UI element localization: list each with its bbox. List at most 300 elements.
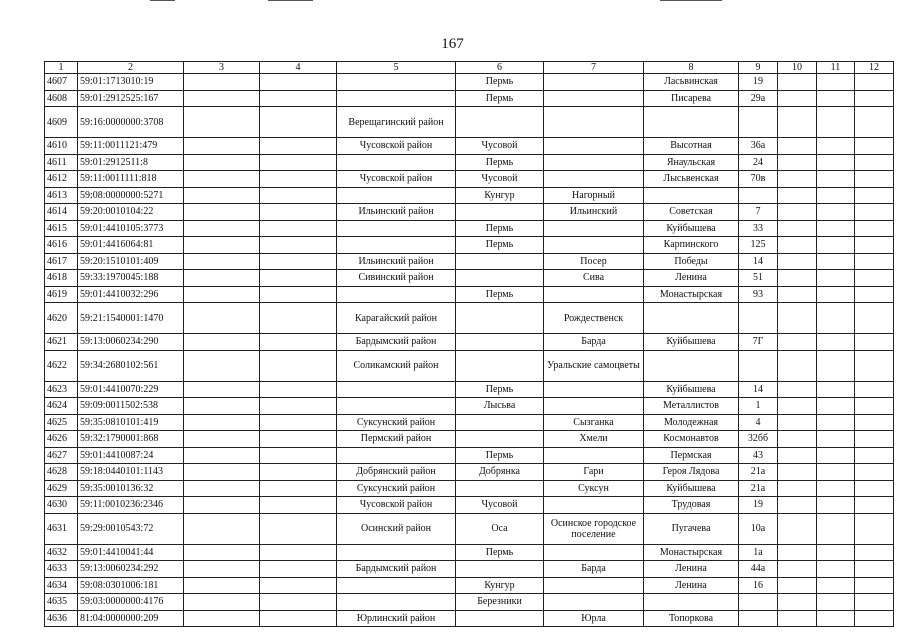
cadastral-number-cell: 59:01:2912525:167 (78, 90, 184, 107)
cadastral-number-cell: 59:01:4410041:44 (78, 544, 184, 561)
settlement-cell (544, 154, 644, 171)
col-12-cell (855, 90, 894, 107)
settlement-cell: Сызганка (544, 414, 644, 431)
settlement-cell (544, 138, 644, 155)
col-11-cell (817, 171, 855, 188)
col-4-cell (260, 237, 337, 254)
district-cell (337, 220, 456, 237)
city-cell: Пермь (456, 286, 544, 303)
col-4-cell (260, 334, 337, 351)
district-cell: Бардымский район (337, 561, 456, 578)
col-3-cell (184, 107, 260, 138)
street-cell: Пугачева (644, 513, 739, 544)
row-number-cell: 4623 (45, 381, 78, 398)
settlement-cell: Нагорный (544, 187, 644, 204)
cadastral-number-cell: 59:11:0011121:479 (78, 138, 184, 155)
cadastral-number-cell: 59:01:1713010:19 (78, 74, 184, 91)
street-cell (644, 594, 739, 611)
col-3-cell (184, 464, 260, 481)
street-cell: Космонавтов (644, 431, 739, 448)
cadastral-number-cell: 59:09:0011502:538 (78, 398, 184, 415)
settlement-cell: Посер (544, 253, 644, 270)
col-3-cell (184, 497, 260, 514)
column-header: 8 (644, 62, 739, 74)
district-cell: Суксунский район (337, 480, 456, 497)
col-4-cell (260, 480, 337, 497)
col-3-cell (184, 447, 260, 464)
street-cell: Ласьвинская (644, 74, 739, 91)
col-3-cell (184, 270, 260, 287)
col-12-cell (855, 350, 894, 381)
street-cell: Писарева (644, 90, 739, 107)
col-11-cell (817, 138, 855, 155)
col-10-cell (778, 138, 817, 155)
district-cell (337, 577, 456, 594)
col-3-cell (184, 480, 260, 497)
table-row (45, 447, 894, 464)
col-3-cell (184, 303, 260, 334)
district-cell (337, 286, 456, 303)
house-number-cell: 93 (739, 286, 778, 303)
cadastral-number-cell: 59:13:0060234:292 (78, 561, 184, 578)
col-3-cell (184, 138, 260, 155)
col-12-cell (855, 286, 894, 303)
col-12-cell (855, 303, 894, 334)
city-cell (456, 414, 544, 431)
col-11-cell (817, 74, 855, 91)
city-cell: Чусовой (456, 497, 544, 514)
district-cell (337, 187, 456, 204)
table-row (45, 610, 894, 627)
street-cell: Куйбышева (644, 220, 739, 237)
city-cell (456, 107, 544, 138)
col-12-cell (855, 220, 894, 237)
street-cell: Советская (644, 204, 739, 221)
city-cell (456, 303, 544, 334)
cadastral-number-cell: 59:11:0010236:2346 (78, 497, 184, 514)
street-cell: Металлистов (644, 398, 739, 415)
district-cell: Чусовской район (337, 138, 456, 155)
house-number-cell: 125 (739, 237, 778, 254)
col-10-cell (778, 303, 817, 334)
street-cell: Ленина (644, 577, 739, 594)
row-number-cell: 4622 (45, 350, 78, 381)
col-11-cell (817, 447, 855, 464)
city-cell: Пермь (456, 447, 544, 464)
row-number-cell: 4628 (45, 464, 78, 481)
col-10-cell (778, 414, 817, 431)
table-row (45, 237, 894, 254)
table-row (45, 334, 894, 351)
settlement-cell (544, 398, 644, 415)
settlement-cell (544, 594, 644, 611)
street-cell: Топоркова (644, 610, 739, 627)
district-cell: Юрлинский район (337, 610, 456, 627)
col-10-cell (778, 253, 817, 270)
registry-body (45, 74, 894, 627)
row-number-cell: 4630 (45, 497, 78, 514)
table-row (45, 594, 894, 611)
district-cell (337, 594, 456, 611)
row-number-cell: 4620 (45, 303, 78, 334)
col-10-cell (778, 270, 817, 287)
col-12-cell (855, 594, 894, 611)
street-cell (644, 107, 739, 138)
col-12-cell (855, 480, 894, 497)
row-number-cell: 4607 (45, 74, 78, 91)
row-number-cell: 4632 (45, 544, 78, 561)
col-4-cell (260, 447, 337, 464)
city-cell: Пермь (456, 90, 544, 107)
cadastral-number-cell: 59:32:1790001:868 (78, 431, 184, 448)
registry-table (44, 61, 894, 627)
col-4-cell (260, 270, 337, 287)
col-11-cell (817, 90, 855, 107)
col-10-cell (778, 334, 817, 351)
district-cell: Сивинский район (337, 270, 456, 287)
col-3-cell (184, 561, 260, 578)
row-number-cell: 4633 (45, 561, 78, 578)
settlement-cell: Барда (544, 561, 644, 578)
col-4-cell (260, 90, 337, 107)
col-3-cell (184, 286, 260, 303)
house-number-cell: 29а (739, 90, 778, 107)
settlement-cell (544, 90, 644, 107)
settlement-cell (544, 447, 644, 464)
col-12-cell (855, 154, 894, 171)
column-header: 9 (739, 62, 778, 74)
cadastral-number-cell: 59:21:1540001:1470 (78, 303, 184, 334)
cadastral-number-cell: 81:04:0000000:209 (78, 610, 184, 627)
cadastral-number-cell: 59:20:0010104:22 (78, 204, 184, 221)
col-10-cell (778, 577, 817, 594)
house-number-cell: 14 (739, 253, 778, 270)
settlement-cell (544, 107, 644, 138)
col-3-cell (184, 431, 260, 448)
street-cell: Ленина (644, 561, 739, 578)
col-4-cell (260, 286, 337, 303)
row-number-cell: 4634 (45, 577, 78, 594)
street-cell: Ленина (644, 270, 739, 287)
col-12-cell (855, 334, 894, 351)
table-row (45, 154, 894, 171)
col-10-cell (778, 464, 817, 481)
row-number-cell: 4625 (45, 414, 78, 431)
district-cell (337, 154, 456, 171)
col-10-cell (778, 90, 817, 107)
district-cell (337, 398, 456, 415)
row-number-cell: 4614 (45, 204, 78, 221)
house-number-cell (739, 187, 778, 204)
col-11-cell (817, 237, 855, 254)
col-10-cell (778, 497, 817, 514)
col-12-cell (855, 204, 894, 221)
col-4-cell (260, 464, 337, 481)
district-cell: Верещагинский район (337, 107, 456, 138)
col-10-cell (778, 480, 817, 497)
house-number-cell: 36а (739, 138, 778, 155)
city-cell (456, 610, 544, 627)
col-12-cell (855, 497, 894, 514)
row-number-cell: 4616 (45, 237, 78, 254)
street-cell: Монастырская (644, 544, 739, 561)
house-number-cell: 43 (739, 447, 778, 464)
table-row (45, 187, 894, 204)
table-row (45, 107, 894, 138)
district-cell: Добрянский район (337, 464, 456, 481)
cadastral-number-cell: 59:11:0011111:818 (78, 171, 184, 188)
table-row (45, 513, 894, 544)
district-cell (337, 544, 456, 561)
row-number-cell: 4617 (45, 253, 78, 270)
city-cell: Пермь (456, 544, 544, 561)
col-3-cell (184, 610, 260, 627)
city-cell: Лысьва (456, 398, 544, 415)
scan-edge-line-left (150, 0, 175, 1)
row-number-cell: 4627 (45, 447, 78, 464)
house-number-cell: 51 (739, 270, 778, 287)
row-number-cell: 4610 (45, 138, 78, 155)
table-row (45, 253, 894, 270)
city-cell: Кунгур (456, 577, 544, 594)
table-row (45, 544, 894, 561)
row-number-cell: 4621 (45, 334, 78, 351)
col-4-cell (260, 381, 337, 398)
table-row (45, 74, 894, 91)
col-10-cell (778, 447, 817, 464)
col-12-cell (855, 447, 894, 464)
col-3-cell (184, 334, 260, 351)
column-header: 4 (260, 62, 337, 74)
table-row (45, 270, 894, 287)
house-number-cell: 19 (739, 497, 778, 514)
table-row (45, 350, 894, 381)
house-number-cell: 16 (739, 577, 778, 594)
cadastral-number-cell: 59:13:0060234:290 (78, 334, 184, 351)
col-10-cell (778, 187, 817, 204)
cadastral-number-cell: 59:01:2912511:8 (78, 154, 184, 171)
col-3-cell (184, 414, 260, 431)
city-cell: Чусовой (456, 138, 544, 155)
col-4-cell (260, 187, 337, 204)
col-4-cell (260, 303, 337, 334)
col-11-cell (817, 350, 855, 381)
column-header: 12 (855, 62, 894, 74)
column-header: 6 (456, 62, 544, 74)
col-12-cell (855, 561, 894, 578)
district-cell: Суксунский район (337, 414, 456, 431)
row-number-cell: 4608 (45, 90, 78, 107)
row-number-cell: 4626 (45, 431, 78, 448)
col-4-cell (260, 138, 337, 155)
col-10-cell (778, 220, 817, 237)
col-4-cell (260, 610, 337, 627)
col-12-cell (855, 464, 894, 481)
col-10-cell (778, 513, 817, 544)
col-11-cell (817, 303, 855, 334)
cadastral-number-cell: 59:01:4410070:229 (78, 381, 184, 398)
street-cell: Героя Лядова (644, 464, 739, 481)
col-4-cell (260, 561, 337, 578)
settlement-cell: Уральские самоцветы (544, 350, 644, 381)
col-11-cell (817, 154, 855, 171)
city-cell (456, 253, 544, 270)
col-11-cell (817, 286, 855, 303)
row-number-cell: 4609 (45, 107, 78, 138)
col-10-cell (778, 107, 817, 138)
col-4-cell (260, 350, 337, 381)
city-cell (456, 204, 544, 221)
street-cell (644, 303, 739, 334)
city-cell (456, 480, 544, 497)
col-3-cell (184, 74, 260, 91)
col-11-cell (817, 253, 855, 270)
col-12-cell (855, 513, 894, 544)
settlement-cell: Осинское городское поселение (544, 513, 644, 544)
house-number-cell: 33 (739, 220, 778, 237)
col-10-cell (778, 431, 817, 448)
street-cell: Монастырская (644, 286, 739, 303)
col-3-cell (184, 204, 260, 221)
city-cell: Пермь (456, 154, 544, 171)
table-row (45, 480, 894, 497)
row-number-cell: 4619 (45, 286, 78, 303)
city-cell: Пермь (456, 381, 544, 398)
col-11-cell (817, 187, 855, 204)
row-number-cell: 4612 (45, 171, 78, 188)
street-cell: Высотная (644, 138, 739, 155)
district-cell: Ильинский район (337, 253, 456, 270)
house-number-cell (739, 350, 778, 381)
district-cell: Карагайский район (337, 303, 456, 334)
city-cell (456, 561, 544, 578)
col-4-cell (260, 594, 337, 611)
settlement-cell: Рождественск (544, 303, 644, 334)
settlement-cell (544, 497, 644, 514)
district-cell: Соликамский район (337, 350, 456, 381)
col-10-cell (778, 398, 817, 415)
col-4-cell (260, 107, 337, 138)
table-row (45, 497, 894, 514)
cadastral-number-cell: 59:01:4410032:296 (78, 286, 184, 303)
settlement-cell: Юрла (544, 610, 644, 627)
settlement-cell: Хмели (544, 431, 644, 448)
settlement-cell (544, 74, 644, 91)
col-12-cell (855, 171, 894, 188)
col-10-cell (778, 561, 817, 578)
col-11-cell (817, 561, 855, 578)
cadastral-number-cell: 59:03:0000000:4176 (78, 594, 184, 611)
col-11-cell (817, 431, 855, 448)
city-cell: Чусовой (456, 171, 544, 188)
table-row (45, 303, 894, 334)
street-cell (644, 350, 739, 381)
cadastral-number-cell: 59:35:0810101:419 (78, 414, 184, 431)
cadastral-number-cell: 59:20:1510101:409 (78, 253, 184, 270)
col-11-cell (817, 513, 855, 544)
house-number-cell: 24 (739, 154, 778, 171)
col-3-cell (184, 171, 260, 188)
row-number-cell: 4624 (45, 398, 78, 415)
settlement-cell: Гари (544, 464, 644, 481)
cadastral-number-cell: 59:08:0000000:5271 (78, 187, 184, 204)
col-11-cell (817, 497, 855, 514)
city-cell (456, 350, 544, 381)
col-12-cell (855, 414, 894, 431)
table-row (45, 577, 894, 594)
col-3-cell (184, 237, 260, 254)
city-cell: Березники (456, 594, 544, 611)
table-row (45, 464, 894, 481)
cadastral-number-cell: 59:08:0301006:181 (78, 577, 184, 594)
col-11-cell (817, 464, 855, 481)
column-header: 10 (778, 62, 817, 74)
col-10-cell (778, 350, 817, 381)
district-cell (337, 381, 456, 398)
cadastral-number-cell: 59:01:4410105:3773 (78, 220, 184, 237)
row-number-cell: 4611 (45, 154, 78, 171)
col-3-cell (184, 381, 260, 398)
col-3-cell (184, 398, 260, 415)
col-3-cell (184, 350, 260, 381)
table-row (45, 431, 894, 448)
col-11-cell (817, 204, 855, 221)
col-11-cell (817, 334, 855, 351)
house-number-cell: 21а (739, 464, 778, 481)
col-4-cell (260, 204, 337, 221)
col-11-cell (817, 577, 855, 594)
col-12-cell (855, 138, 894, 155)
row-number-cell: 4635 (45, 594, 78, 611)
col-10-cell (778, 171, 817, 188)
col-11-cell (817, 414, 855, 431)
col-10-cell (778, 610, 817, 627)
col-4-cell (260, 154, 337, 171)
col-3-cell (184, 594, 260, 611)
col-11-cell (817, 544, 855, 561)
cadastral-number-cell: 59:18:0440101:1143 (78, 464, 184, 481)
col-10-cell (778, 204, 817, 221)
street-cell: Карпинского (644, 237, 739, 254)
city-cell: Пермь (456, 237, 544, 254)
house-number-cell: 21а (739, 480, 778, 497)
col-12-cell (855, 253, 894, 270)
street-cell: Трудовая (644, 497, 739, 514)
settlement-cell (544, 381, 644, 398)
col-4-cell (260, 431, 337, 448)
table-row (45, 220, 894, 237)
house-number-cell: 14 (739, 381, 778, 398)
col-10-cell (778, 237, 817, 254)
scan-edge-line-center (268, 0, 313, 1)
house-number-cell (739, 594, 778, 611)
cadastral-number-cell: 59:01:4416064:81 (78, 237, 184, 254)
col-3-cell (184, 187, 260, 204)
house-number-cell: 1 (739, 398, 778, 415)
col-3-cell (184, 577, 260, 594)
column-header: 2 (78, 62, 184, 74)
settlement-cell: Сива (544, 270, 644, 287)
col-11-cell (817, 610, 855, 627)
col-10-cell (778, 594, 817, 611)
house-number-cell (739, 107, 778, 138)
street-cell: Куйбышева (644, 334, 739, 351)
street-cell: Куйбышева (644, 381, 739, 398)
col-4-cell (260, 220, 337, 237)
district-cell (337, 74, 456, 91)
settlement-cell (544, 577, 644, 594)
page-number: 167 (441, 36, 464, 52)
